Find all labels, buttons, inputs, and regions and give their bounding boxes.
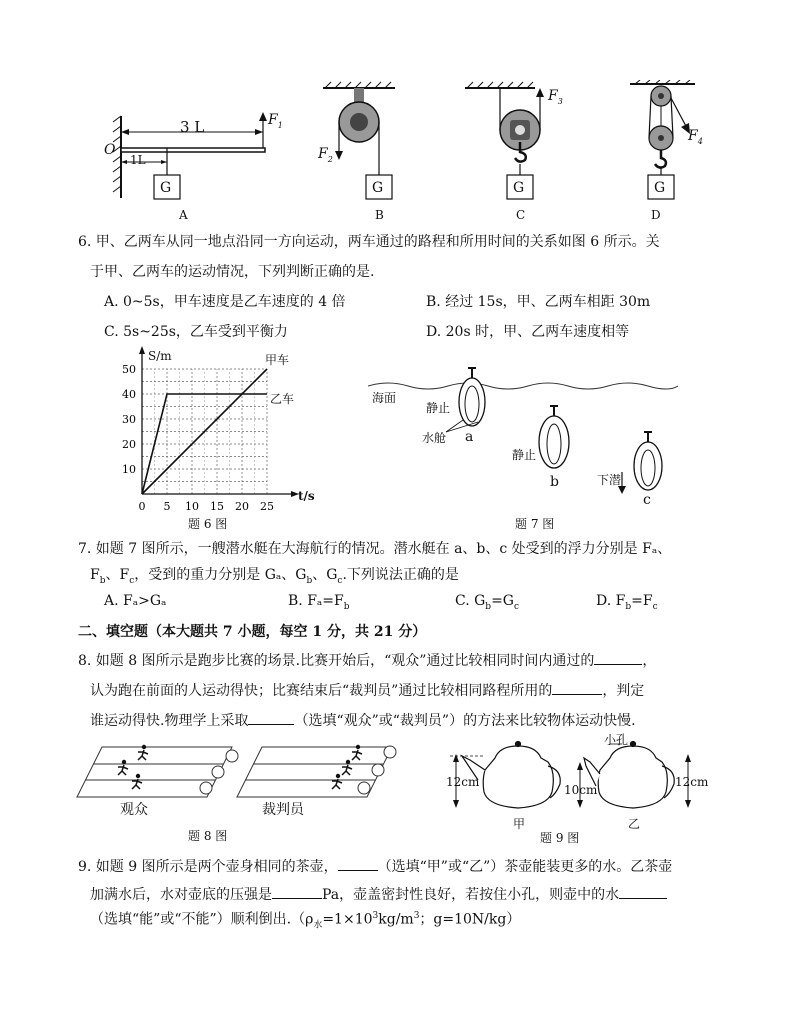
q8-line-3: 谁运动得快.物理学上采取 （选填“观众”或“裁判员”）的方法来比较物体运动快慢. (90, 710, 636, 731)
q7-option-a: A. Fₐ>Gₐ (104, 593, 167, 609)
fig-a-pivot-label: O (104, 142, 116, 158)
y-tick-label: 50 (122, 363, 136, 376)
fig-a-label: A (179, 208, 188, 222)
fig7-sea-label: 海面 (372, 391, 397, 405)
q7-option-b: B. $F_a=F_b$ (288, 593, 350, 612)
figure-8-track (72, 742, 402, 802)
machine-b-fixed-pulley (323, 82, 395, 199)
y-axis-arrow (139, 346, 145, 354)
fig6-ylabel: S/m (148, 349, 172, 363)
submarine-a (459, 368, 485, 426)
x-tick-label: 10 (185, 500, 199, 513)
q8-blank-2[interactable] (552, 680, 602, 695)
q6-stem-2: 于甲、乙两车的运动情况，下列判断正确的是. (90, 264, 375, 280)
fig-c-block-label: G (513, 180, 525, 196)
x-tick-label: 15 (210, 500, 224, 513)
q6-option-c: C. 5s~25s，乙车受到平衡力 (104, 324, 288, 340)
machine-c-movable-pulley (465, 82, 544, 199)
q9-blank-3[interactable] (619, 884, 667, 899)
submarine-c (634, 432, 662, 490)
teapot-yi (584, 742, 674, 809)
fig9-height-left: 12cm (446, 775, 480, 789)
fig6-caption: 题 6 图 (188, 517, 228, 531)
fig9-caption: 题 9 图 (540, 831, 580, 845)
x-tick-label: 0 (138, 500, 146, 513)
fig-d-block-label: G (654, 180, 666, 196)
fig6-legend-yi: 乙车 (270, 392, 295, 406)
q9-line-1: 9. 如题 9 图所示是两个壶身相同的茶壶， （选填“甲”或“乙”）茶壶能装更多的水。乙茶壶 (78, 856, 672, 877)
figure-simple-machines (95, 80, 695, 220)
fig9-hole-label: 小孔 (604, 733, 629, 747)
figure-6-chart (120, 344, 320, 514)
y-tick-label: 10 (122, 463, 136, 476)
fig-b-force-label: $F_2$ (318, 146, 333, 164)
fig7-rudder-label: 水舱 (422, 431, 447, 445)
fig9-height-mid: 10cm (564, 783, 598, 797)
fig-a-span-label: 3 L (180, 118, 205, 136)
x-tick-label: 25 (260, 500, 274, 513)
fig-c-force-label: $F_3$ (548, 88, 563, 106)
fig9-jia-label: 甲 (513, 817, 526, 831)
fig9-height-right: 12cm (675, 775, 709, 789)
fig6-legend-jia: 甲车 (265, 353, 290, 367)
fig-a-force-label: $F_1$ (268, 112, 283, 130)
series-line-jia (142, 369, 267, 494)
fig7-b: b (550, 474, 559, 490)
fig8-left-label: 观众 (120, 802, 148, 818)
q7-option-c: C. $G_b=G_c$ (455, 593, 520, 612)
q7-option-d: D. $F_b=F_c$ (596, 593, 658, 612)
q8-blank-1[interactable] (594, 650, 642, 665)
q6-stem-1: 6. 甲、乙两车从同一地点沿同一方向运动，两车通过的路程和所用时间的关系如图 6 所示。关 (78, 234, 660, 250)
fig-d-force-label: $F_4$ (688, 128, 703, 146)
fig-b-block-label: G (372, 180, 384, 196)
fig7-still-b: 静止 (512, 448, 537, 462)
runners (118, 745, 362, 789)
q8-line-2: 认为跑在前面的人运动得快；比赛结束后“裁判员”通过比较相同路程所用的 ，判定 (90, 680, 644, 701)
q9-line-2: 加满水后，水对壶底的压强是 Pa，壶盖密封性良好，若按住小孔，则壶中的水 (90, 884, 667, 905)
q8-line-1: 8. 如题 8 图所示是跑步比赛的场景.比赛开始后，“观众”通过比较相同时间内通过的 ， (78, 650, 656, 671)
fig-a-short-label: 1L (130, 153, 146, 167)
q6-option-b: B. 经过 15s，甲、乙两车相距 30m (426, 294, 651, 310)
fig7-dive: 下潜 (597, 473, 622, 487)
fig-d-label: D (651, 208, 661, 222)
fig7-a: a (465, 429, 474, 445)
fig7-caption: 题 7 图 (515, 517, 555, 531)
q8-blank-3[interactable] (248, 710, 294, 725)
figure-7-submarine (368, 362, 678, 512)
q9-blank-2[interactable] (272, 884, 322, 899)
q9-line-3: （选填“能”或“不能”）顺利倒出$.(\rho_水=1\times 10^3kg/m^3$；g=10N/kg） (90, 911, 521, 931)
q7-stem-2: $F_b$、$F_c$，受到的重力分别是 Gₐ、$G_b$、$G_c$.下列说法正确的是 (90, 567, 459, 586)
q7-stem-1: 7. 如题 7 图所示，一艘潜水艇在大海航行的情况。潜水艇在 a、b、c 处受到的浮力分别是 Fₐ、 (78, 541, 672, 557)
q6-option-d: D. 20s 时，甲、乙两车速度相等 (426, 324, 630, 340)
fig-a-block-label: G (160, 180, 172, 196)
fig8-caption: 题 8 图 (188, 829, 228, 843)
fig9-yi-label: 乙 (628, 817, 641, 831)
y-tick-label: 30 (122, 413, 136, 426)
section-2-heading: 二、填空题（本大题共 7 小题，每空 1 分，共 21 分） (78, 624, 427, 640)
fig6-xlabel: t/s (298, 489, 315, 503)
x-tick-label: 20 (235, 500, 249, 513)
fig8-right-label: 裁判员 (262, 802, 304, 818)
y-tick-label: 40 (122, 388, 136, 401)
fig7-still-a: 静止 (426, 401, 451, 415)
fig7-c: c (643, 492, 651, 508)
q6-option-a: A. 0~5s，甲车速度是乙车速度的 4 倍 (104, 294, 346, 310)
y-tick-label: 20 (122, 438, 136, 451)
submarine-b (539, 406, 569, 468)
x-tick-label: 5 (163, 500, 171, 513)
q9-blank-1[interactable] (338, 856, 378, 871)
fig-b-label: B (375, 208, 384, 222)
stopwatches (200, 746, 396, 794)
fig-c-label: C (516, 208, 526, 222)
